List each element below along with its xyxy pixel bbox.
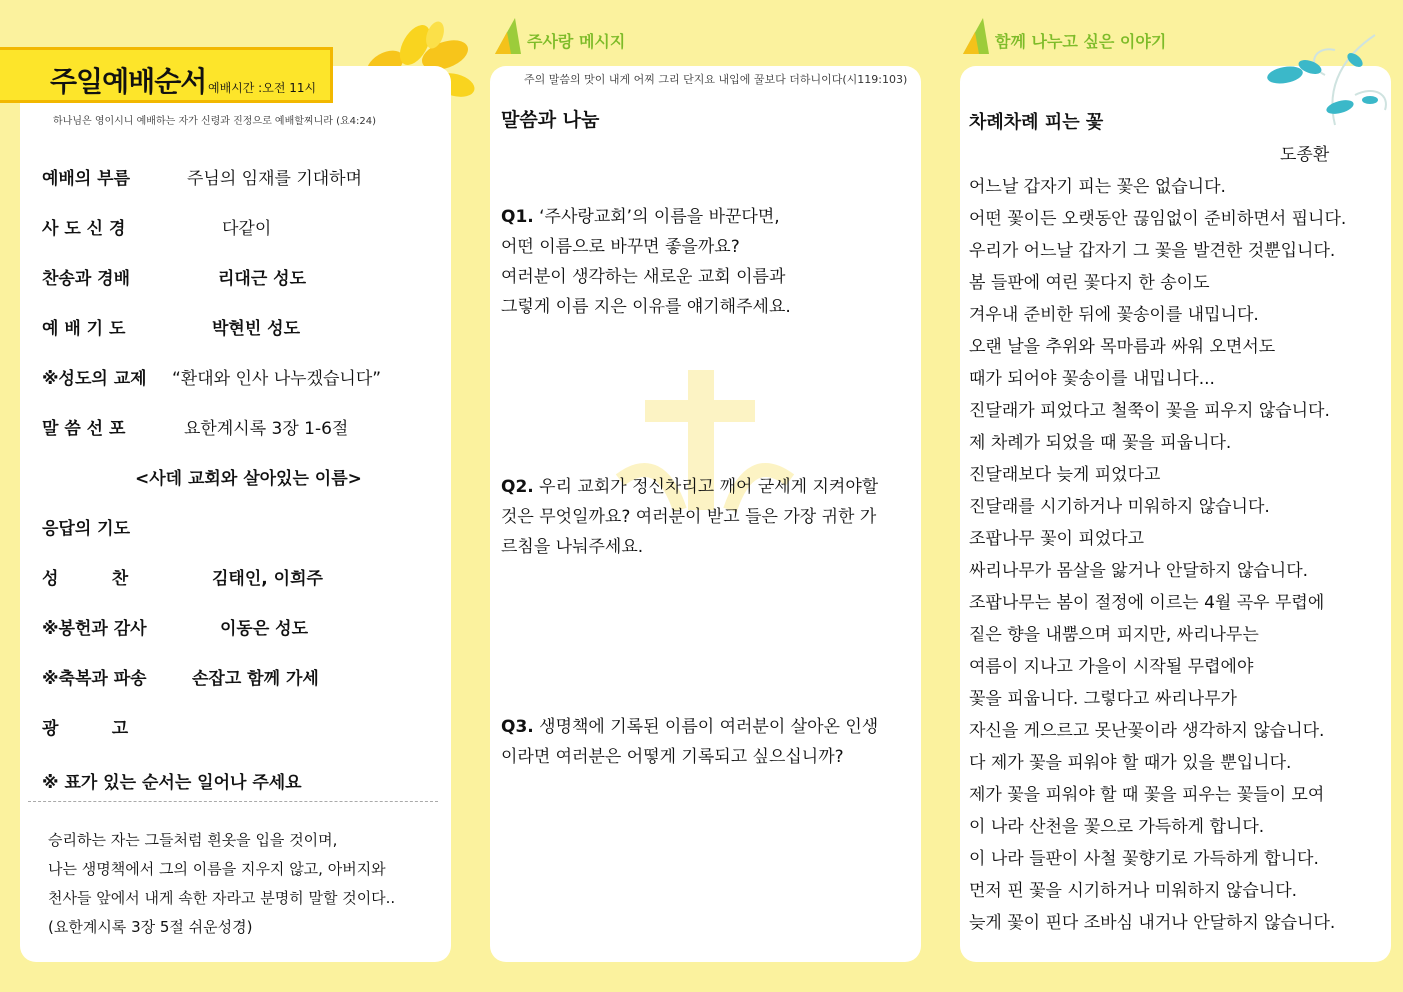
story-line: 다 제가 꽃을 피워야 할 때가 있을 뿐입니다. bbox=[969, 753, 1292, 773]
story-line: 우리가 어느날 갑자기 그 꽃을 발견한 것뿐입니다. bbox=[969, 241, 1336, 261]
sermon-title: <사데 교회와 살아있는 이름> bbox=[135, 469, 362, 489]
story-line: 이 나라 산천을 꽃으로 가득하게 합니다. bbox=[969, 817, 1265, 837]
question-3: Q3. 생명책에 기록된 이름이 여러분이 살아온 인생 이라면 여러분은 어떻게 기록되고 싶으십니까? bbox=[501, 717, 879, 767]
section-header-story: 함께 나누고 싶은 이야기 bbox=[961, 14, 1166, 56]
question-2: Q2. 우리 교회가 정신차리고 깨어 굳세게 지켜야할 것은 무엇일까요? 여러분이 받고 들은 가장 귀한 가 르침을 나눠주세요. bbox=[501, 477, 879, 557]
divider bbox=[28, 801, 438, 802]
page-title: 주일예배순서 bbox=[50, 65, 207, 98]
story-line: 싸리나무가 몸살을 앓거나 안달하지 않습니다. bbox=[969, 561, 1309, 581]
closing-verse: 승리하는 자는 그들처럼 흰옷을 입을 것이며, 나는 생명책에서 그의 이름을 지우지 않고, 아버지와 천사들 앞에서 내게 속한 자라고 분명히 말할 것이다.. (요한계시록 3장 5절 쉬운성경) bbox=[48, 831, 396, 936]
order-item: 예배의 부름 주님의 임재를 기대하며 bbox=[42, 169, 363, 189]
story-line: 제가 꽃을 피워야 할 때 꽃을 피우는 꽃들이 모여 bbox=[969, 785, 1325, 805]
standing-note: ※ 표가 있는 순서는 일어나 주세요 bbox=[42, 773, 302, 793]
order-item: ※성도의 교제 “환대와 인사 나누겠습니다” bbox=[42, 369, 382, 389]
story-line: 어떤 꽃이든 오랫동안 끊임없이 준비하면서 핍니다. bbox=[969, 209, 1347, 229]
order-item: 사 도 신 경 다같이 bbox=[42, 219, 272, 239]
story-line: 진달래를 시기하거나 미워하지 않습니다. bbox=[969, 497, 1270, 517]
story-line: 진달래보다 늦게 피었다고 bbox=[969, 465, 1161, 485]
story-line: 여름이 지나고 가을이 시작될 무렵에야 bbox=[969, 657, 1254, 677]
story-line: 오랜 날을 추위와 목마름과 싸워 오면서도 bbox=[969, 337, 1276, 357]
message-subtitle: 말씀과 나눔 bbox=[501, 109, 600, 131]
story-line: 조팝나무는 봄이 절정에 이르는 4월 곡우 무렵에 bbox=[969, 593, 1325, 613]
story-line: 겨우내 준비한 뒤에 꽃송이를 내밉니다. bbox=[969, 305, 1259, 325]
section-header-message: 주사랑 메시지 bbox=[493, 14, 625, 56]
story-title: 차례차례 피는 꽃 bbox=[969, 112, 1104, 133]
green-triangle-icon bbox=[493, 14, 523, 56]
order-item: 예 배 기 도 박현빈 성도 bbox=[42, 319, 301, 339]
story-line: 이 나라 들판이 사철 꽃향기로 가득하게 합니다. bbox=[969, 849, 1319, 869]
question-1: Q1. ‘주사랑교회’의 이름을 바꾼다면, 어떤 이름으로 바꾸면 좋을까요? 여러분이 생각하는 새로운 교회 이름과 그렇게 이름 지은 이유를 얘기해주세요. bbox=[501, 207, 791, 317]
story-line: 조팝나무 꽃이 피었다고 bbox=[969, 529, 1145, 549]
order-item: 응답의 기도 bbox=[42, 519, 131, 539]
story-line: 제 차례가 되었을 때 꽃을 피웁니다. bbox=[969, 433, 1232, 453]
service-time: 예배시간 :오전 11시 bbox=[208, 81, 317, 95]
order-item: 성 찬 김태인, 이희주 bbox=[42, 569, 323, 589]
story-line: 봄 들판에 여린 꽃다지 한 송이도 bbox=[969, 273, 1210, 293]
order-item: ※봉헌과 감사 이동은 성도 bbox=[42, 619, 309, 639]
story-line: 어느날 갑자기 피는 꽃은 없습니다. bbox=[969, 177, 1226, 197]
order-item: 광 고 bbox=[42, 719, 129, 739]
story-author: 도종환 bbox=[1280, 145, 1330, 165]
order-item: ※축복과 파송 손잡고 함께 가세 bbox=[42, 669, 319, 689]
story-line: 짙은 향을 내뿜으며 피지만, 싸리나무는 bbox=[969, 625, 1259, 645]
story-line: 먼저 핀 꽃을 시기하거나 미워하지 않습니다. bbox=[969, 881, 1298, 901]
story-line: 자신을 게으르고 못난꽃이라 생각하지 않습니다. bbox=[969, 721, 1325, 741]
story-line: 늦게 꽃이 핀다 조바심 내거나 안달하지 않습니다. bbox=[969, 913, 1336, 933]
story-line: 때가 되어야 꽃송이를 내밉니다... bbox=[969, 369, 1215, 389]
order-item: 말 씀 선 포 요한계시록 3장 1-6절 bbox=[42, 419, 349, 439]
intro-verse: 하나님은 영이시니 예배하는 자가 신령과 진정으로 예배할찌니라 (요4:24) bbox=[53, 116, 376, 127]
green-triangle-icon bbox=[961, 14, 991, 56]
message-verse: 주의 말씀의 맛이 내게 어찌 그리 단지요 내입에 꿀보다 더하니이다(시119:103) bbox=[524, 73, 908, 86]
story-line: 진달래가 피었다고 철쭉이 꽃을 피우지 않습니다. bbox=[969, 401, 1330, 421]
swirl-ornament-icon bbox=[1265, 15, 1395, 130]
story-line: 꽃을 피웁니다. 그렇다고 싸리나무가 bbox=[969, 689, 1237, 709]
order-item: 찬송과 경배 리대근 성도 bbox=[42, 269, 307, 289]
